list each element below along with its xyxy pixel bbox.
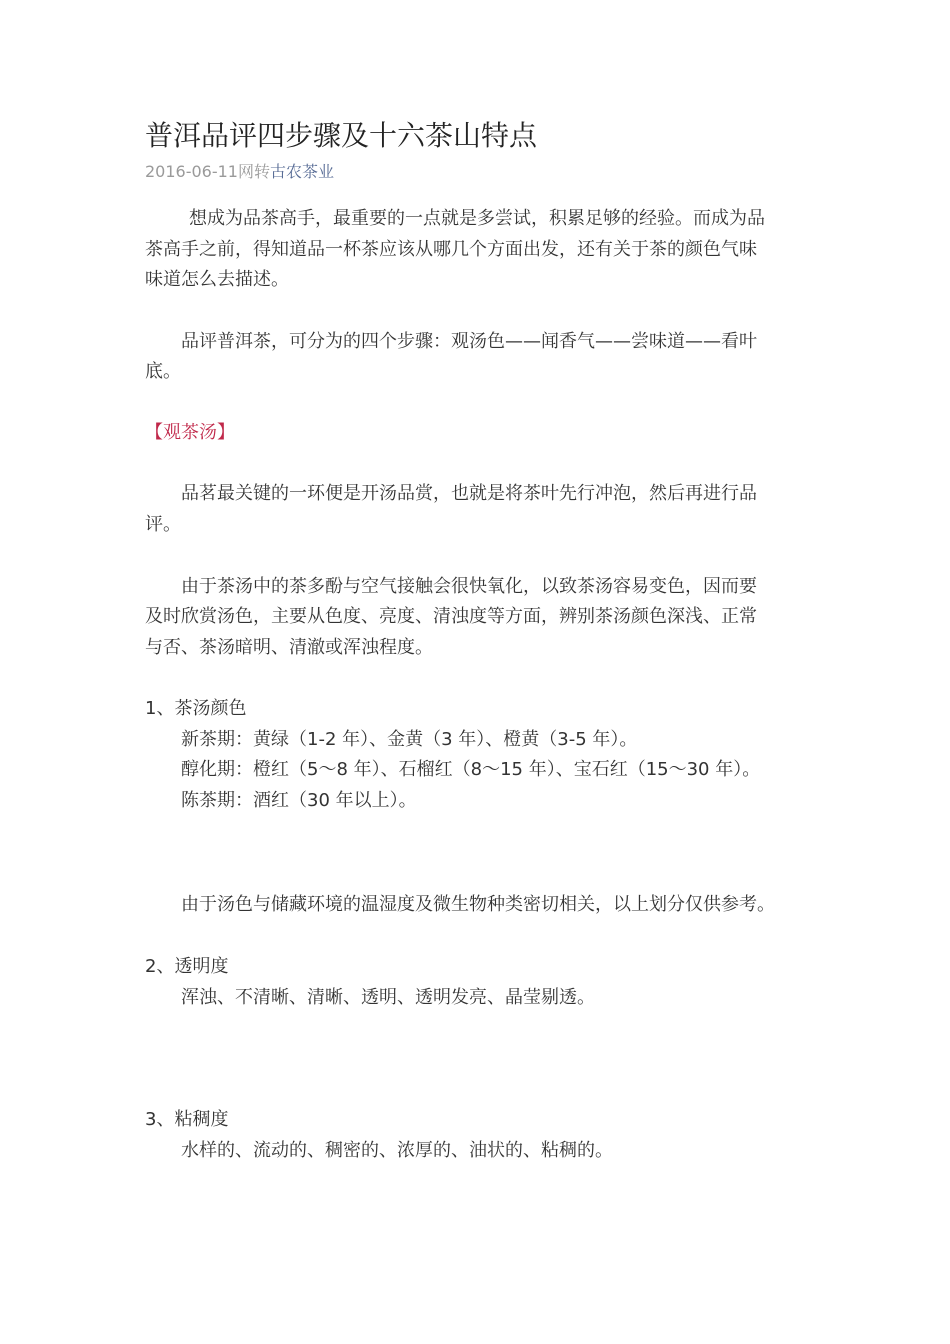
- clarity-heading: 2、透明度: [145, 956, 229, 977]
- oxidation-line-2: 及时欣赏汤色，主要从色度、亮度、清浊度等方面，辨别茶汤颜色深浅、正常: [145, 606, 757, 627]
- source-link[interactable]: 古农茶业: [270, 162, 335, 181]
- key-line-2: 评。: [145, 514, 181, 535]
- intro-line-2: 茶高手之前，得知道品一杯茶应该从哪几个方面出发，还有关于茶的颜色气味: [145, 239, 757, 260]
- section-heading-tea-soup: 【观茶汤】: [145, 422, 235, 443]
- color-new-tea: 新茶期：黄绿（1-2 年）、金黄（3 年）、橙黄（3-5 年）。: [181, 729, 638, 750]
- repost-label: 网转: [237, 162, 270, 181]
- steps-line-1: 品评普洱茶，可分为的四个步骤：观汤色——闻香气——尝味道——看叶: [181, 331, 757, 352]
- key-line-1: 品茗最关键的一环便是开汤品赏，也就是将茶叶先行冲泡，然后再进行品: [181, 483, 757, 504]
- clarity-items: 浑浊、不清晰、清晰、透明、透明发亮、晶莹剔透。: [181, 987, 595, 1008]
- viscosity-items: 水样的、流动的、稠密的、浓厚的、油状的、粘稠的。: [181, 1140, 613, 1161]
- oxidation-line-1: 由于茶汤中的茶多酚与空气接触会很快氧化，以致茶汤容易变色，因而要: [181, 576, 757, 597]
- color-heading: 1、茶汤颜色: [145, 698, 247, 719]
- intro-line-1: 想成为品茶高手，最重要的一点就是多尝试，积累足够的经验。而成为品: [189, 208, 765, 229]
- article-meta: [145, 161, 334, 183]
- viscosity-heading: 3、粘稠度: [145, 1109, 229, 1130]
- steps-line-2: 底。: [145, 361, 181, 382]
- color-note: 由于汤色与储藏环境的温湿度及微生物种类密切相关，以上划分仅供参考。: [181, 894, 775, 915]
- oxidation-line-3: 与否、茶汤暗明、清澈或浑浊程度。: [145, 637, 433, 658]
- article-date: 2016-06-11: [145, 162, 238, 181]
- article-title: 普洱品评四步骤及十六茶山特点: [145, 119, 538, 152]
- intro-line-3: 味道怎么去描述。: [145, 269, 289, 290]
- color-old-tea: 陈茶期：酒红（30 年以上）。: [181, 790, 417, 811]
- color-aged-tea: 醇化期：橙红（5～8 年）、石榴红（8～15 年）、宝石红（15～30 年）。: [181, 759, 761, 780]
